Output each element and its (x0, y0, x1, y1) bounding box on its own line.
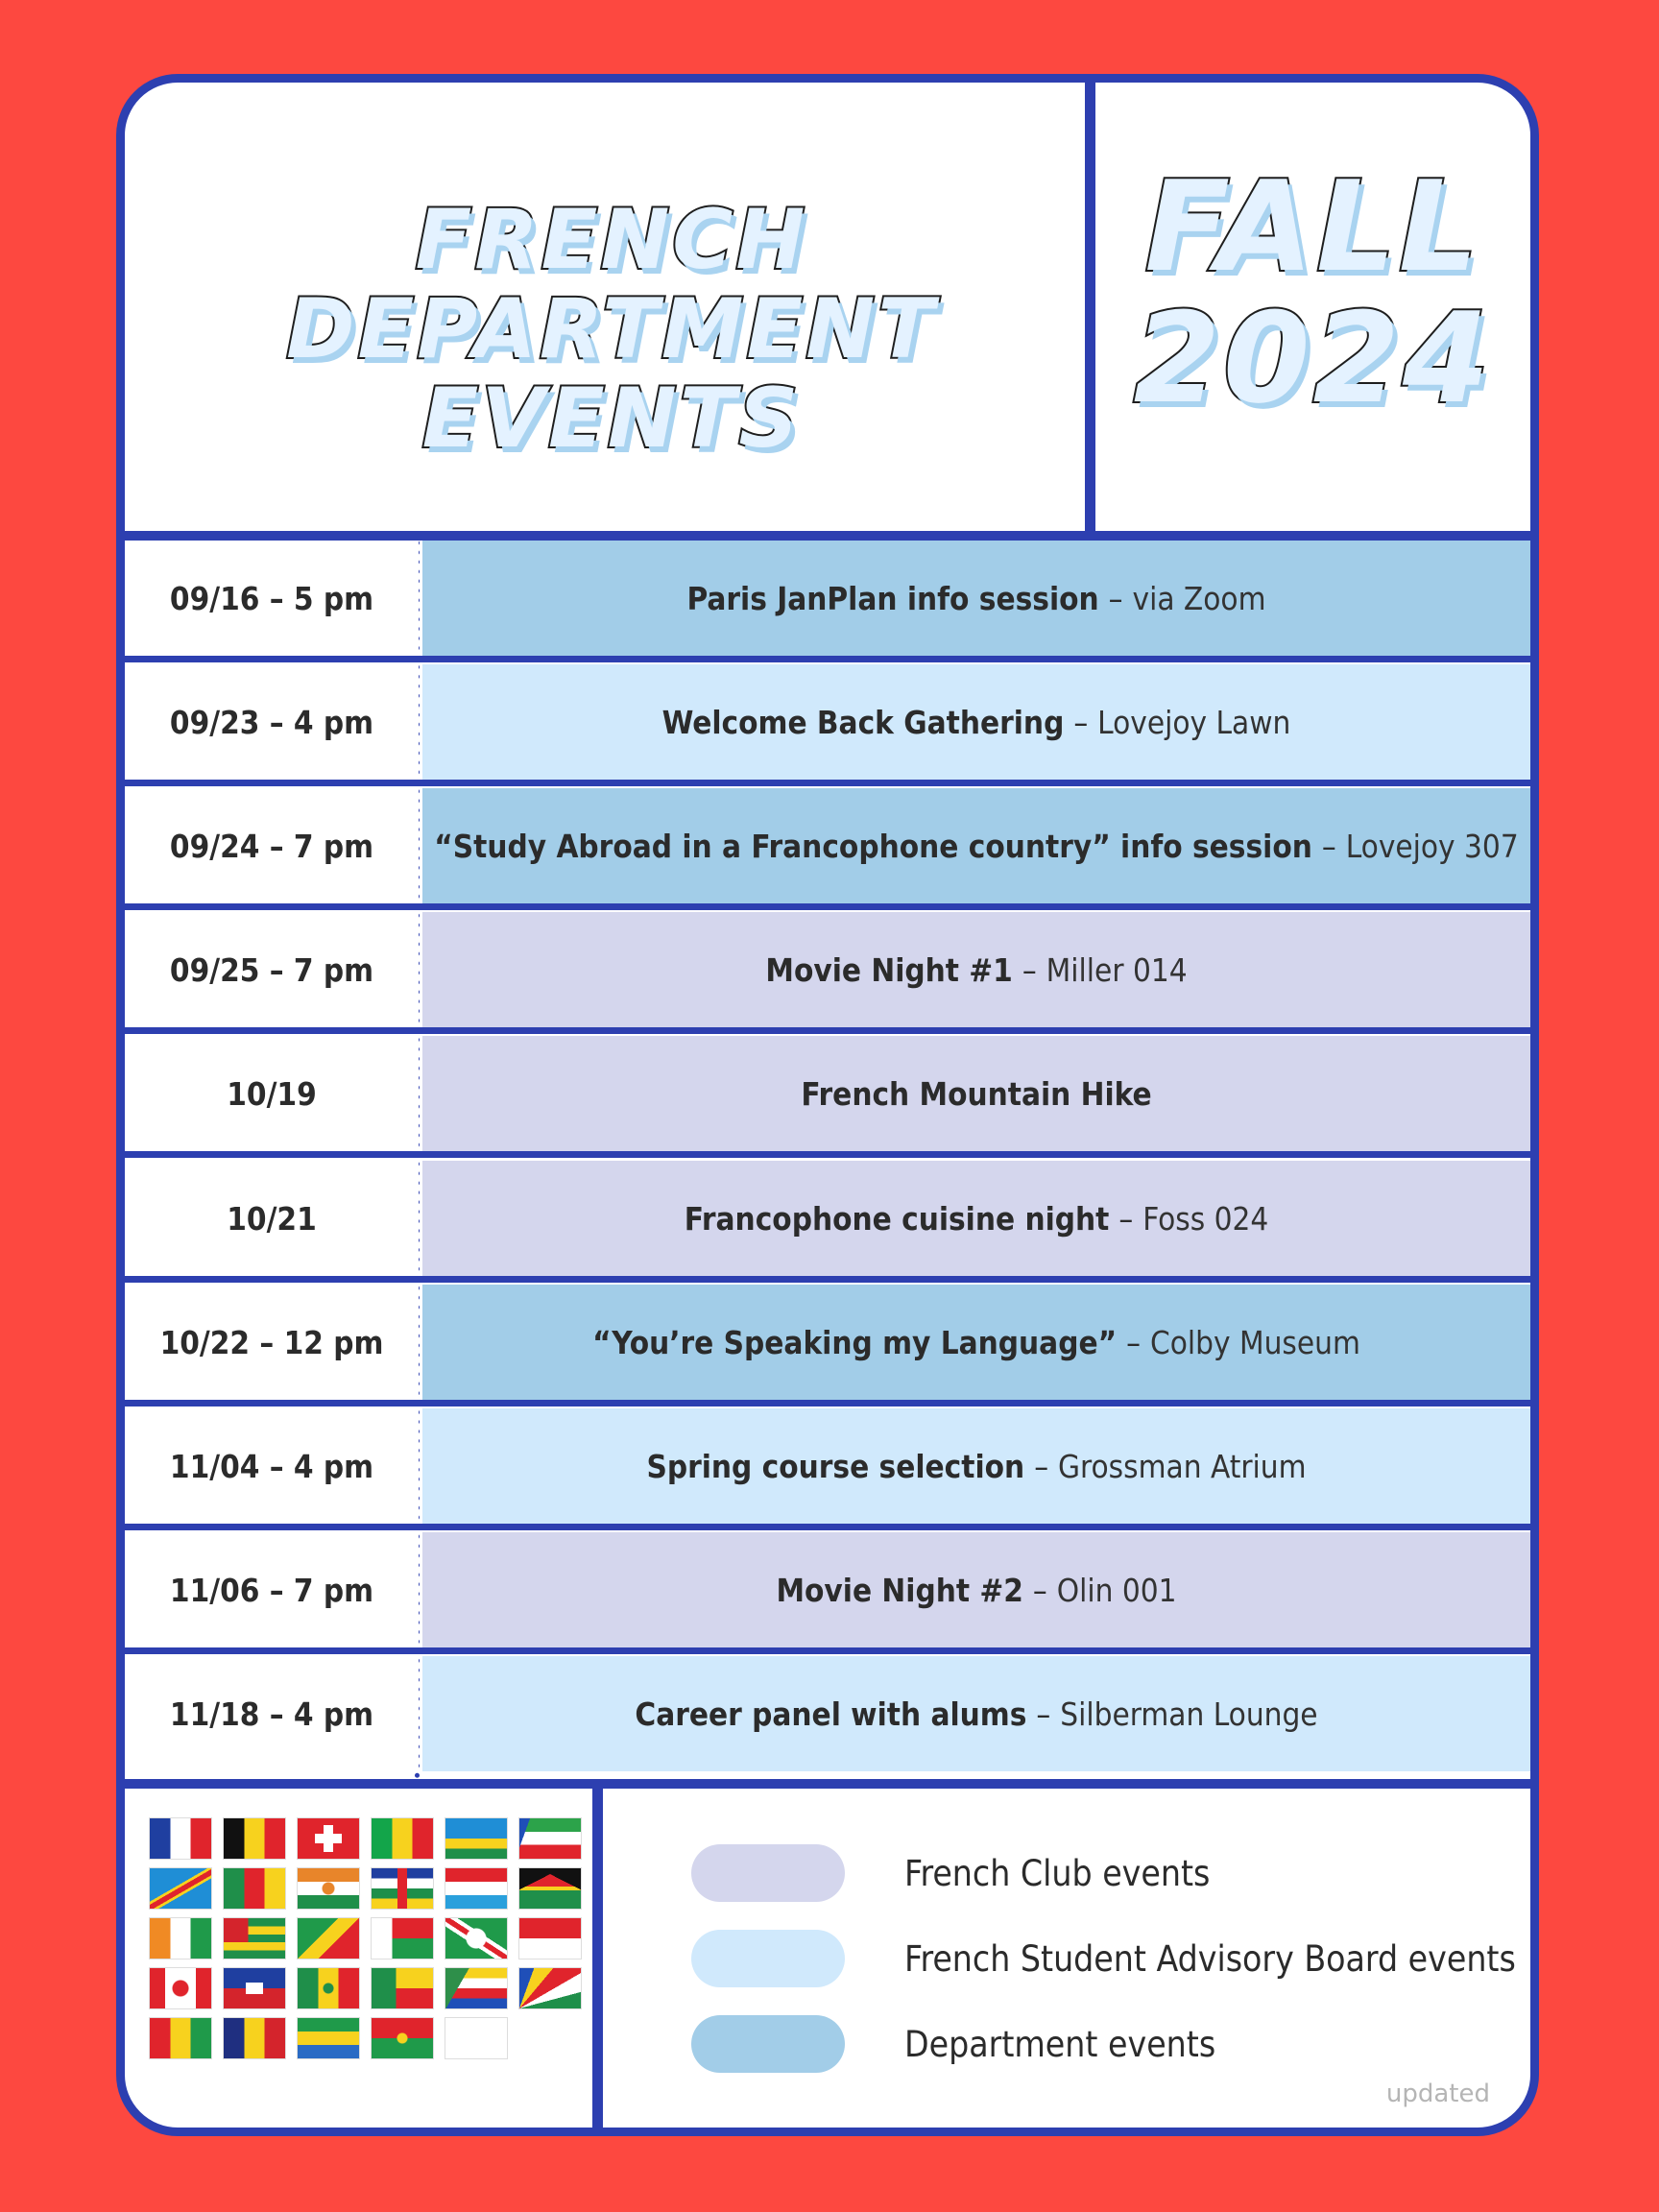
event-row (125, 1161, 1530, 1276)
row-divider (125, 1400, 1530, 1407)
legend-label: French Club events (904, 1852, 1211, 1894)
gabon-flag (298, 2018, 359, 2058)
row-divider (125, 1151, 1530, 1158)
seychelles-flag (519, 1968, 581, 2008)
updated-note: updated (1385, 2080, 1490, 2108)
legend-label: Department events (904, 2023, 1216, 2065)
legend-item-board (691, 1930, 1516, 1987)
equatorial-guinea-flag (519, 1818, 581, 1859)
event-row (125, 1408, 1530, 1524)
event-schedule (125, 541, 1530, 1779)
event-location: Foss 024 (1142, 1199, 1269, 1238)
benin-flag (372, 1968, 433, 2008)
event-date: 10/22 – 12 pm (125, 1285, 419, 1400)
event-date: 09/24 – 7 pm (125, 788, 419, 903)
event-name: Welcome Back Gathering (661, 703, 1065, 741)
event-separator: – (1108, 579, 1123, 617)
event-location: via Zoom (1132, 579, 1266, 617)
event-details (422, 1161, 1530, 1276)
footer-divider (592, 1789, 603, 2128)
francophone-flags-grid (150, 1818, 572, 2058)
chad-flag (224, 2018, 285, 2058)
legend-label: French Student Advisory Board events (904, 1937, 1516, 1980)
event-location: Colby Museum (1149, 1323, 1360, 1361)
row-divider (125, 1647, 1530, 1654)
header-divider (1085, 83, 1095, 531)
event-separator: – (1034, 1447, 1049, 1485)
row-divider (125, 1524, 1530, 1530)
event-date: 10/21 (125, 1161, 419, 1276)
event-date: 09/23 – 4 pm (125, 664, 419, 780)
switzerland-flag (298, 1818, 359, 1859)
cameroon-flag (224, 1868, 285, 1909)
ivory-coast-flag (150, 1918, 211, 1959)
header-bottom-divider (125, 531, 1530, 541)
event-details (422, 664, 1530, 780)
schedule-bottom-divider (125, 1779, 1530, 1789)
event-separator: – (1073, 703, 1089, 741)
comoros-flag (445, 1968, 507, 2008)
event-name: French Mountain Hike (801, 1074, 1152, 1113)
rwanda-flag (445, 1818, 507, 1859)
title-line-2: EVENTS (421, 370, 802, 467)
legend-item-dept (691, 2015, 1215, 2073)
event-name: Movie Night #1 (765, 950, 1013, 989)
row-divider (125, 1276, 1530, 1283)
footer (125, 1789, 1530, 2128)
event-date: 10/19 (125, 1036, 419, 1151)
event-details (422, 1036, 1530, 1151)
row-divider (125, 1027, 1530, 1034)
event-details (422, 1656, 1530, 1771)
legend-swatch (691, 1930, 845, 1987)
central-african-republic-flag (372, 1868, 433, 1909)
season-title (1095, 154, 1530, 431)
france-flag (150, 1818, 211, 1859)
niger-flag (298, 1868, 359, 1909)
event-row (125, 1656, 1530, 1771)
event-name: Career panel with alums (635, 1695, 1027, 1733)
legend-swatch (691, 2015, 845, 2073)
title-line-1: FRENCH DEPARTMENT (286, 192, 937, 377)
event-name: “Study Abroad in a Francophone country” info session (434, 827, 1312, 865)
event-separator: – (1032, 1571, 1047, 1609)
event-row (125, 912, 1530, 1027)
event-details (422, 1408, 1530, 1524)
event-row (125, 1532, 1530, 1647)
haiti-flag (224, 1968, 285, 2008)
event-row (125, 788, 1530, 903)
event-name: Francophone cuisine night (684, 1199, 1110, 1238)
legend-swatch (691, 1844, 845, 1902)
event-details (422, 788, 1530, 903)
event-separator: – (1321, 827, 1336, 865)
season-line-1: FALL (1144, 154, 1481, 300)
event-details (422, 1285, 1530, 1400)
monaco-flag (519, 1918, 581, 1959)
event-row (125, 664, 1530, 780)
event-location: Silberman Lounge (1060, 1695, 1318, 1733)
event-location: Olin 001 (1056, 1571, 1177, 1609)
togo-flag (224, 1918, 285, 1959)
event-date: 09/16 – 5 pm (125, 541, 419, 656)
event-row (125, 1285, 1530, 1400)
senegal-flag (298, 1968, 359, 2008)
canada-flag (150, 1968, 211, 2008)
event-date: 11/06 – 7 pm (125, 1532, 419, 1647)
event-name: Paris JanPlan info session (686, 579, 1099, 617)
event-location: Lovejoy 307 (1345, 827, 1519, 865)
belgium-flag (224, 1818, 285, 1859)
event-row (125, 1036, 1530, 1151)
guinea-flag (150, 2018, 211, 2058)
event-date: 11/18 – 4 pm (125, 1656, 419, 1771)
event-date: 11/04 – 4 pm (125, 1408, 419, 1524)
event-date: 09/25 – 7 pm (125, 912, 419, 1027)
poster-card (116, 74, 1539, 2136)
event-details (422, 1532, 1530, 1647)
event-name: Spring course selection (646, 1447, 1025, 1485)
event-details (422, 541, 1530, 656)
event-separator: – (1118, 1199, 1134, 1238)
madagascar-flag (372, 1918, 433, 1959)
republic-of-congo-flag (298, 1918, 359, 1959)
row-divider (125, 656, 1530, 662)
event-separator: – (1126, 1323, 1141, 1361)
event-name: “You’re Speaking my Language” (592, 1323, 1118, 1361)
burkina-faso-flag (372, 2018, 433, 2058)
event-location: Grossman Atrium (1058, 1447, 1307, 1485)
djibouti-flag (445, 2018, 507, 2058)
vanuatu-flag (519, 1868, 581, 1909)
event-separator: – (1022, 950, 1037, 989)
poster-title (138, 192, 1085, 467)
season-line-2: 2024 (1133, 284, 1493, 431)
event-row (125, 541, 1530, 656)
event-name: Movie Night #2 (776, 1571, 1023, 1609)
row-divider (125, 780, 1530, 786)
header (125, 83, 1530, 531)
event-details (422, 912, 1530, 1027)
event-location: Miller 014 (1046, 950, 1188, 989)
event-location: Lovejoy Lawn (1097, 703, 1291, 741)
burundi-flag (445, 1918, 507, 1959)
event-separator: – (1036, 1695, 1051, 1733)
luxembourg-flag (445, 1868, 507, 1909)
legend-item-club (691, 1844, 1210, 1902)
row-divider (125, 903, 1530, 910)
mali-flag (372, 1818, 433, 1859)
dr-congo-flag (150, 1868, 211, 1909)
